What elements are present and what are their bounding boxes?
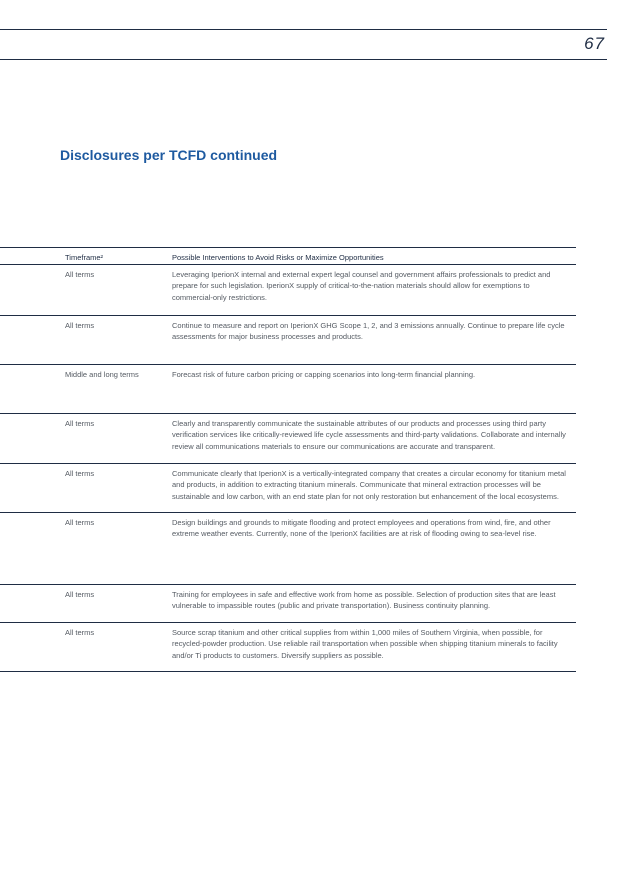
timeframe-cell: Middle and long terms	[65, 370, 139, 379]
intervention-cell: Source scrap titanium and other critical supplies from within 1,000 miles of Southern Virginia, when possible, for recycled-powder production. Use reliable rail transportation when possible when shipping titanium minerals to facility and/or Ti products to customers. Diversify suppliers as possible.	[172, 628, 558, 660]
table-row	[0, 464, 576, 513]
timeframe-cell: All terms	[65, 628, 95, 637]
header-rule-bottom	[0, 59, 607, 60]
intervention-cell: Forecast risk of future carbon pricing or capping scenarios into long-term financial planning.	[172, 370, 476, 379]
table-row	[0, 365, 576, 414]
table-row	[0, 316, 576, 365]
timeframe-cell: All terms	[65, 469, 95, 478]
timeframe-cell: All terms	[65, 321, 95, 330]
table-header	[0, 247, 576, 265]
timeframe-cell: All terms	[65, 270, 95, 279]
column-header-timeframe: Timeframe²	[65, 253, 104, 262]
intervention-cell: Leveraging IperionX internal and external expert legal counsel and government affairs professionals to predict and prepare for such legislation. IperionX supply of critical-to-the-nation materials should allow for exemptions to commercial-only restrictions.	[172, 270, 551, 302]
table-row	[0, 265, 576, 316]
page-number: 67	[584, 34, 605, 53]
intervention-cell: Clearly and transparently communicate the sustainable attributes of our products and processes using third party verification services like critically-reviewed life cycle assessments and third-party validations. Collaborate and internally review all communications materials to ensure our communications are accurate and transparent.	[172, 419, 566, 451]
page-title: Disclosures per TCFD continued	[60, 147, 278, 163]
header-rule-top	[0, 29, 607, 30]
table-row	[0, 585, 576, 623]
table-row	[0, 414, 576, 464]
intervention-cell: Continue to measure and report on IperionX GHG Scope 1, 2, and 3 emissions annually. Continue to prepare life cycle assessments for major business processes and products.	[172, 321, 565, 342]
interventions-table	[0, 247, 576, 672]
intervention-cell: Design buildings and grounds to mitigate flooding and protect employees and operations from wind, fire, and other extreme weather events. Currently, none of the IperionX facilities are at risk of flooding owing to sea-level rise.	[172, 518, 551, 539]
intervention-cell: Communicate clearly that IperionX is a vertically-integrated company that creates a circular economy for titanium metal and products, in addition to extracting titanium minerals. Communicate that mineral extraction processes will be sustainable and low carbon, with an end state plan for not only restoration but enhancement of the local ecosystems.	[172, 469, 566, 501]
timeframe-cell: All terms	[65, 518, 95, 527]
timeframe-cell: All terms	[65, 590, 95, 599]
table-row	[0, 513, 576, 585]
table-row	[0, 623, 576, 672]
timeframe-cell: All terms	[65, 419, 95, 428]
intervention-cell: Training for employees in safe and effective work from home as possible. Selection of production sites that are least vulnerable to impassible routes (public and private transportation). Business continuity planning.	[172, 590, 556, 611]
column-header-interventions: Possible Interventions to Avoid Risks or Maximize Opportunities	[172, 253, 384, 262]
